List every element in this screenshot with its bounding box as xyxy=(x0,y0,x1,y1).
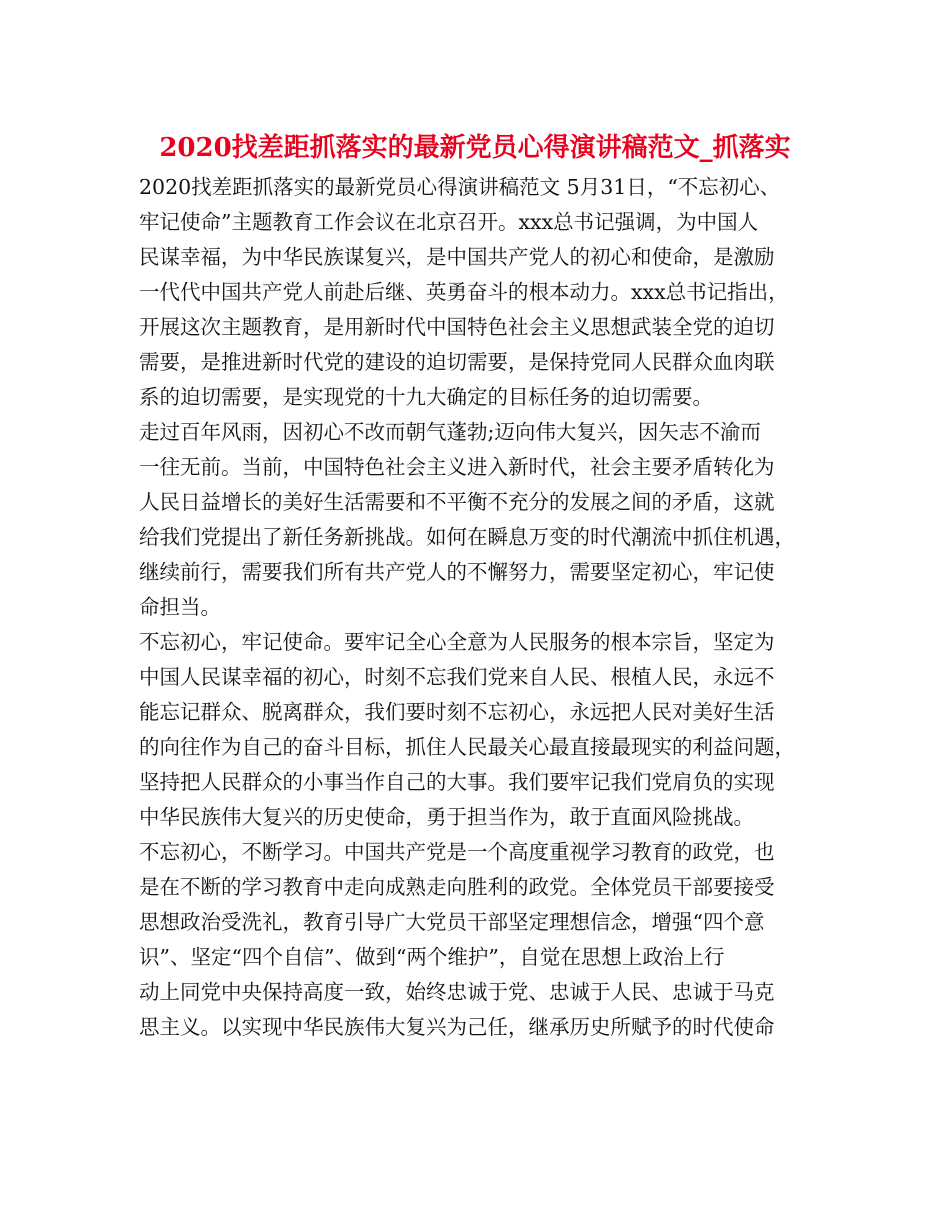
text-line: 识”、坚定“四个自信”、做到“两个维护”，自觉在思想上政治上行 xyxy=(139,945,725,969)
text-line: 是在不断的学习教育中走向成熟走向胜利的政党。全体党员干部要接受 xyxy=(139,875,775,899)
text-line: 能忘记群众、脱离群众，我们要时刻不忘初心，永远把人民对美好生活 xyxy=(139,700,775,724)
text-line: 中华民族伟大复兴的历史使命，勇于担当作为，敢于直面风险挑战。 xyxy=(139,805,754,829)
text-line: 需要，是推进新时代党的建设的迫切需要，是保持党同人民群众血肉联 xyxy=(139,350,775,374)
text-line: 一代代中国共产党人前赴后继、英勇奋斗的根本动力。xxx总书记指出， xyxy=(139,280,789,304)
document-title: 2020找差距抓落实的最新党员心得演讲稿范文_抓落实 xyxy=(159,133,791,163)
text-line: 一往无前。当前，中国特色社会主义进入新时代，社会主要矛盾转化为 xyxy=(139,455,775,479)
text-line: 人民日益增长的美好生活需要和不平衡不充分的发展之间的矛盾，这就 xyxy=(139,490,775,514)
text-line: 坚持把人民群众的小事当作自己的大事。我们要牢记我们党肩负的实现 xyxy=(139,770,775,794)
text-line: 中国人民谋幸福的初心，时刻不忘我们党来自人民、根植人民，永远不 xyxy=(139,665,775,689)
text-line: 命担当。 xyxy=(139,595,221,619)
text-line: 2020找差距抓落实的最新党员心得演讲稿范文 5月31日，“不忘初心、 xyxy=(139,175,781,199)
text-line: 不忘初心，不断学习。中国共产党是一个高度重视学习教育的政党，也 xyxy=(139,840,775,864)
text-line: 系的迫切需要，是实现党的十九大确定的目标任务的迫切需要。 xyxy=(139,385,713,409)
text-line: 不忘初心，牢记使命。要牢记全心全意为人民服务的根本宗旨，坚定为 xyxy=(139,630,775,654)
text-line: 动上同党中央保持高度一致，始终忠诚于党、忠诚于人民、忠诚于马克 xyxy=(139,980,775,1004)
text-line: 走过百年风雨，因初心不改而朝气蓬勃;迈向伟大复兴，因矢志不渝而 xyxy=(139,420,761,444)
text-line: 思想政治受洗礼，教育引导广大党员干部坚定理想信念，增强“四个意 xyxy=(139,910,765,934)
text-line: 的向往作为自己的奋斗目标，抓住人民最关心最直接最现实的利益问题， xyxy=(139,735,795,759)
text-line: 思主义。以实现中华民族伟大复兴为己任，继承历史所赋予的时代使命 xyxy=(139,1015,775,1039)
text-line: 给我们党提出了新任务新挑战。如何在瞬息万变的时代潮流中抓住机遇， xyxy=(139,525,795,549)
text-line: 继续前行，需要我们所有共产党人的不懈努力，需要坚定初心，牢记使 xyxy=(139,560,775,584)
text-line: 开展这次主题教育，是用新时代中国特色社会主义思想武装全党的迫切 xyxy=(139,315,775,339)
text-line: 民谋幸福，为中华民族谋复兴，是中国共产党人的初心和使命，是激励 xyxy=(139,245,775,269)
document-body xyxy=(139,170,815,1045)
text-line: 牢记使命”主题教育工作会议在北京召开。xxx总书记强调，为中国人 xyxy=(139,210,759,234)
